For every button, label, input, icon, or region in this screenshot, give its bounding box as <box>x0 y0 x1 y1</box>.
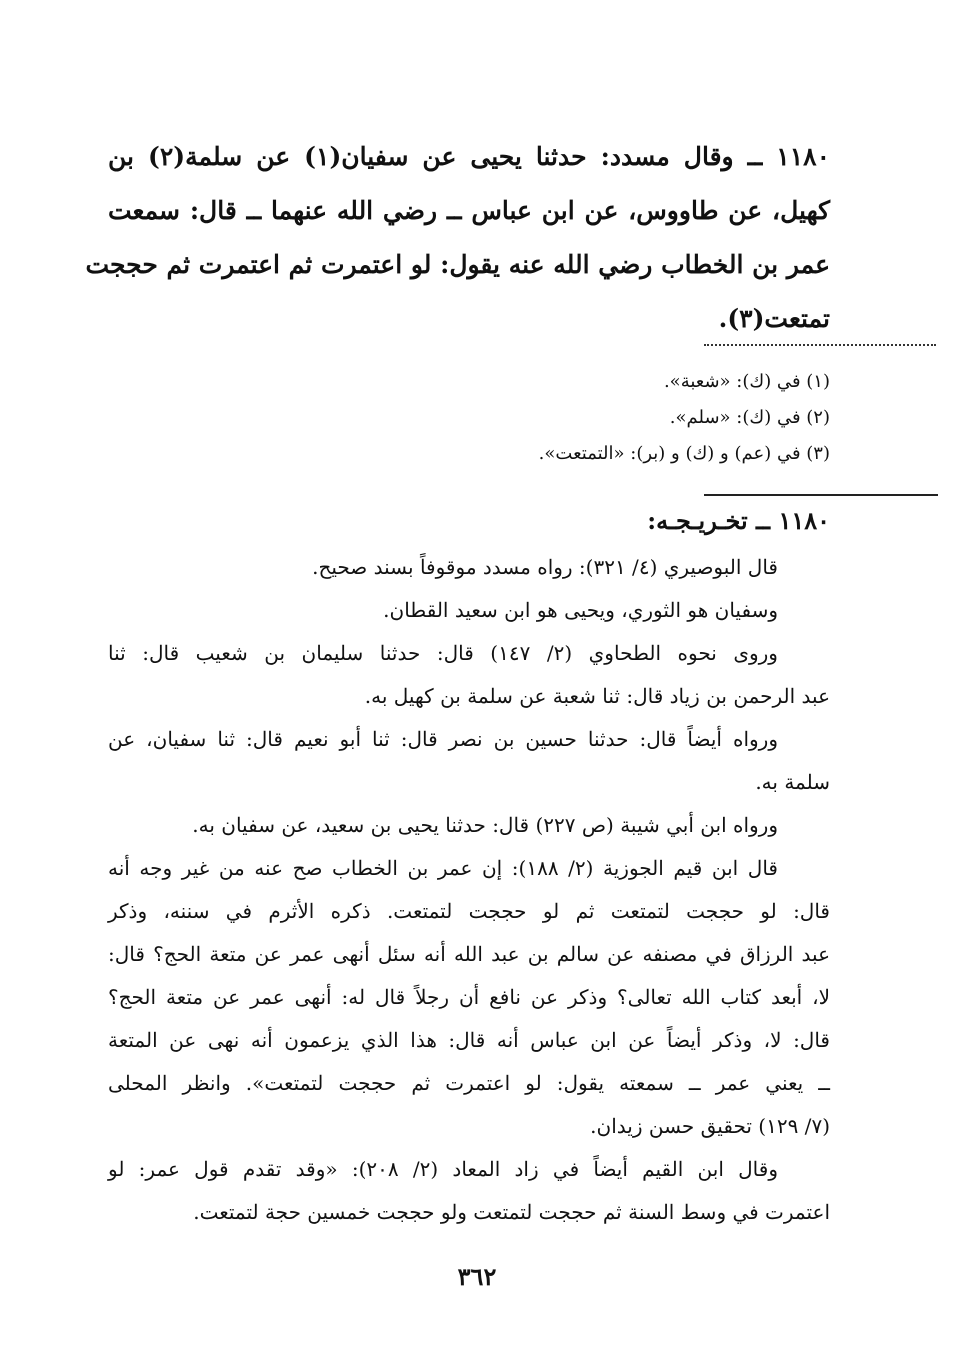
takhrij-line-14: (٧/ ١٢٩) تحقيق حسن زيدان. <box>590 1114 830 1138</box>
takhrij-body <box>108 546 830 1234</box>
main-line-1: ١١٨٠ ــ وقال مسدد: حدثنا يحيى عن سفيان(١) عن سلمة(٢) بن <box>108 142 831 171</box>
main-paragraph <box>85 130 831 346</box>
takhrij-line-6: سلمة به. <box>755 770 830 794</box>
takhrij-line-12: قال: لا، وذكر أيضاً عن ابن عباس أنه قال: هذا الذي يزعمون أنه نهى عن المتعة <box>108 1028 830 1052</box>
takhrij-line-16: اعتمرت في وسط السنة ثم حججت لتمتعت ولو حججت خمسين حجة لتمتعت. <box>193 1200 830 1224</box>
takhrij-line-1: قال البوصيري (٤/ ٣٢١): رواه مسدد موقوفاً بسند صحيح. <box>312 555 778 579</box>
takhrij-line-15: وقال ابن القيم أيضاً في زاد المعاد (٢/ ٢٠٨): «وقد تقدم قول عمر: لو <box>108 1157 778 1181</box>
takhrij-line-13: ــ يعني عمر ــ سمعته يقول: لو اعتمرت ثم حججت لتمتعت». وانظر المحلى <box>108 1071 830 1095</box>
takhrij-line-4: عبد الرحمن بن زياد قال: ثنا شعبة عن سلمة بن كهيل به. <box>364 684 830 708</box>
takhrij-line-8: قال ابن قيم الجوزية (٢/ ١٨٨): إن عمر بن الخطاب صح عنه من غير وجه أنه <box>108 856 778 880</box>
main-line-2: كهيل، عن طاووس، عن ابن عباس ــ رضي الله عنهما ــ قال: سمعت <box>108 196 830 225</box>
page-number: ٣٦٢ <box>457 1262 497 1291</box>
footnote-3: (٣) في (عم) و (ك) و (بر): «التمتعت». <box>538 443 830 464</box>
footnote-2: (٢) في (ك): «سلم». <box>669 407 830 428</box>
section-rule <box>704 494 938 496</box>
takhrij-line-7: ورواه ابن أبي شيبة (ص ٢٢٧) قال: حدثنا يحيى بن سعيد، عن سفيان به. <box>192 813 778 837</box>
main-line-4: تمتعت(٣). <box>718 304 830 333</box>
takhrij-line-11: لا، أبعد كتاب الله تعالى؟ وذكر عن نافع أن رجلاً قال له: أنهى عمر عن متعة الحج؟ <box>108 985 830 1009</box>
takhrij-line-9: قال: لو حججت لتمتعت ثم لو حججت لتمتعت. ذكره الأثرم في سننه، وذكر <box>108 899 830 923</box>
main-line-3: عمر بن الخطاب رضي الله عنه يقول: لو اعتمرت ثم اعتمرت ثم حججت <box>85 250 830 279</box>
takhrij-title: ١١٨٠ ــ تخـريـجـه: <box>647 506 830 535</box>
takhrij-line-10: عبد الرزاق في مصنفه عن سالم بن عبد الله أنه سئل أنهى عمر عن متعة الحج؟ قال: <box>108 942 830 966</box>
footnote-separator <box>704 344 936 348</box>
footnote-1: (١) في (ك): «شعبة». <box>663 371 830 392</box>
takhrij-line-5: ورواه أيضاً قال: حدثنا حسين بن نصر قال: ثنا أبو نعيم قال: ثنا سفيان، عن <box>108 727 778 751</box>
takhrij-line-2: وسفيان هو الثوري، ويحيى هو ابن سعيد القطان. <box>383 598 778 622</box>
takhrij-line-3: وروى نحوه الطحاوي (٢/ ١٤٧) قال: حدثنا سليمان بن شعيب قال: ثنا <box>108 641 778 665</box>
